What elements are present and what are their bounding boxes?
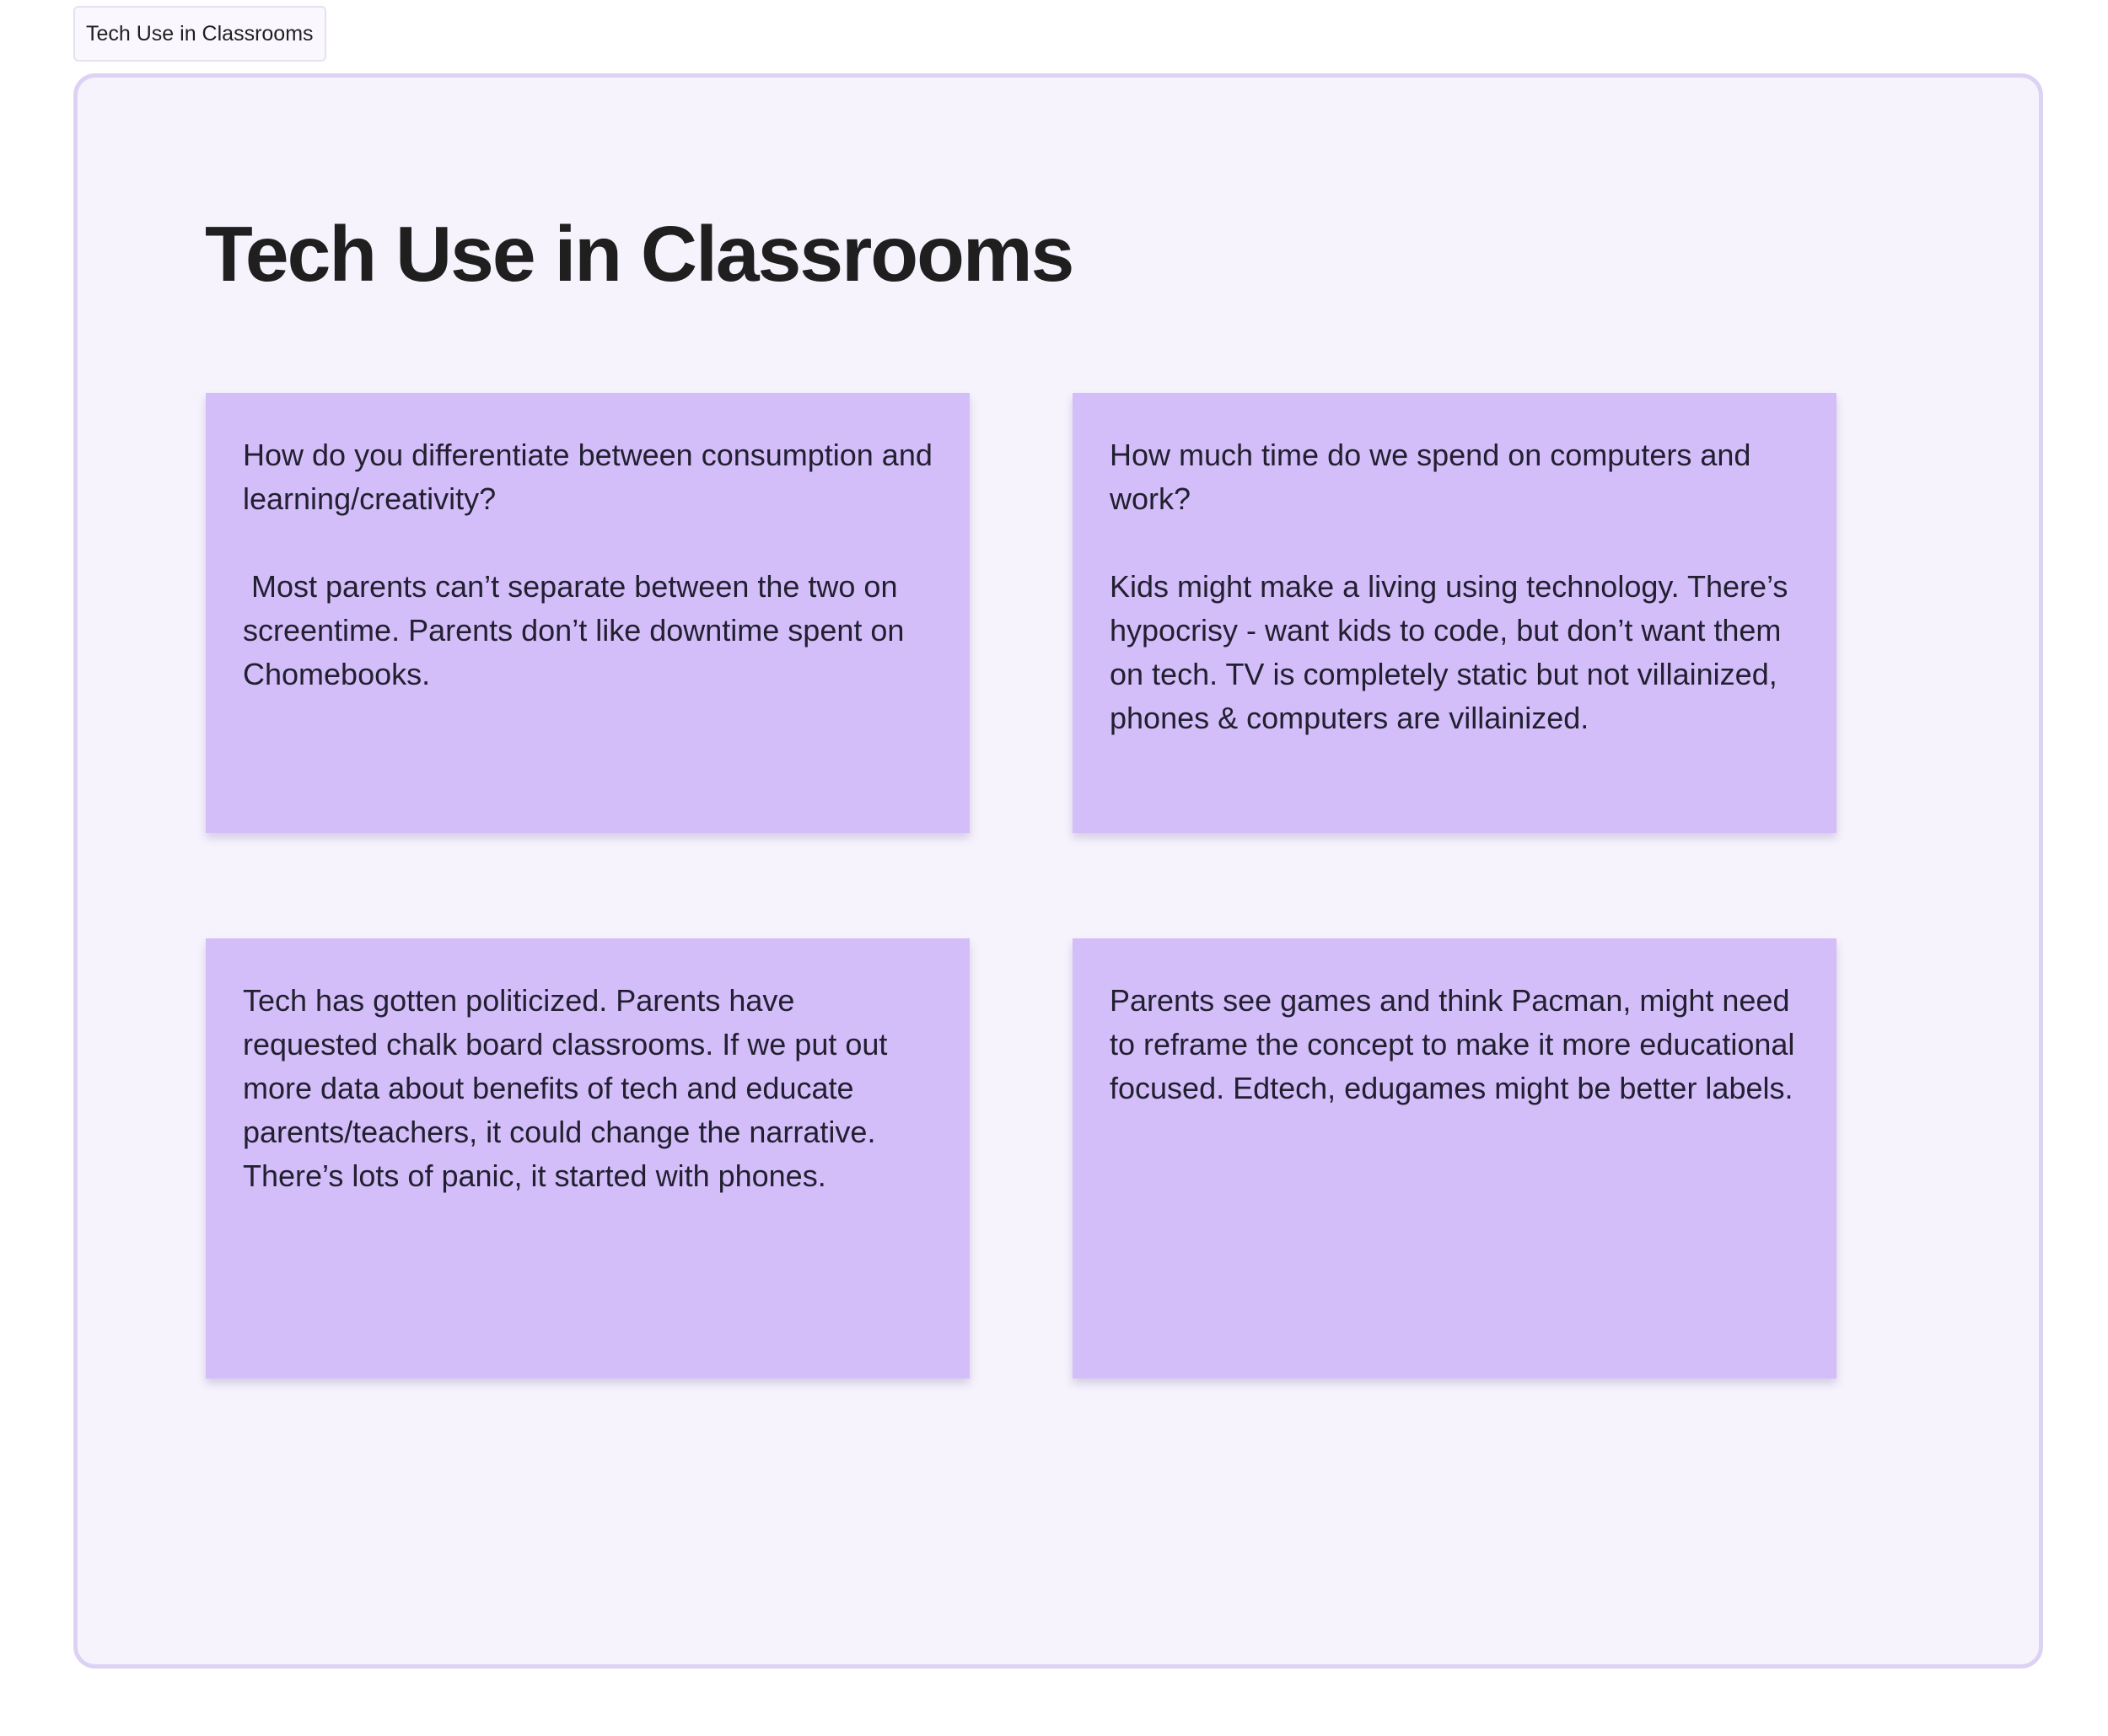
frame-tab-label[interactable]: Tech Use in Classrooms [73,6,326,62]
sticky-note[interactable] [206,938,970,1379]
sticky-note-text: Parents see games and think Pacman, might need to reframe the concept to make it more educational focused. Edtech, edugames might be better labels. [1110,983,1804,1105]
sticky-note-text: How much time do we spend on computers and work? Kids might make a living using technology. There’s hypocrisy - want kids to code, but don’t want them on tech. TV is completely static but not villainized, phones & computers are villainized. [1110,438,1788,735]
sticky-note-text: How do you differentiate between consumption and learning/creativity? Most parents can’t separate between the two on screentime. Parents don’t like downtime spent on Chomebooks. [243,438,933,691]
sticky-note[interactable] [1073,938,1836,1379]
sticky-note[interactable] [206,393,970,833]
sticky-note[interactable] [1073,393,1836,833]
frame-canvas[interactable] [73,73,2043,1669]
sticky-note-text: Tech has gotten politicized. Parents have requested chalk board classrooms. If we put out more data about benefits of tech and educate parents/teachers, it could change the narrative. There’s lots of panic, it started with phones. [243,983,896,1193]
frame-title: Tech Use in Classrooms [205,210,1073,298]
